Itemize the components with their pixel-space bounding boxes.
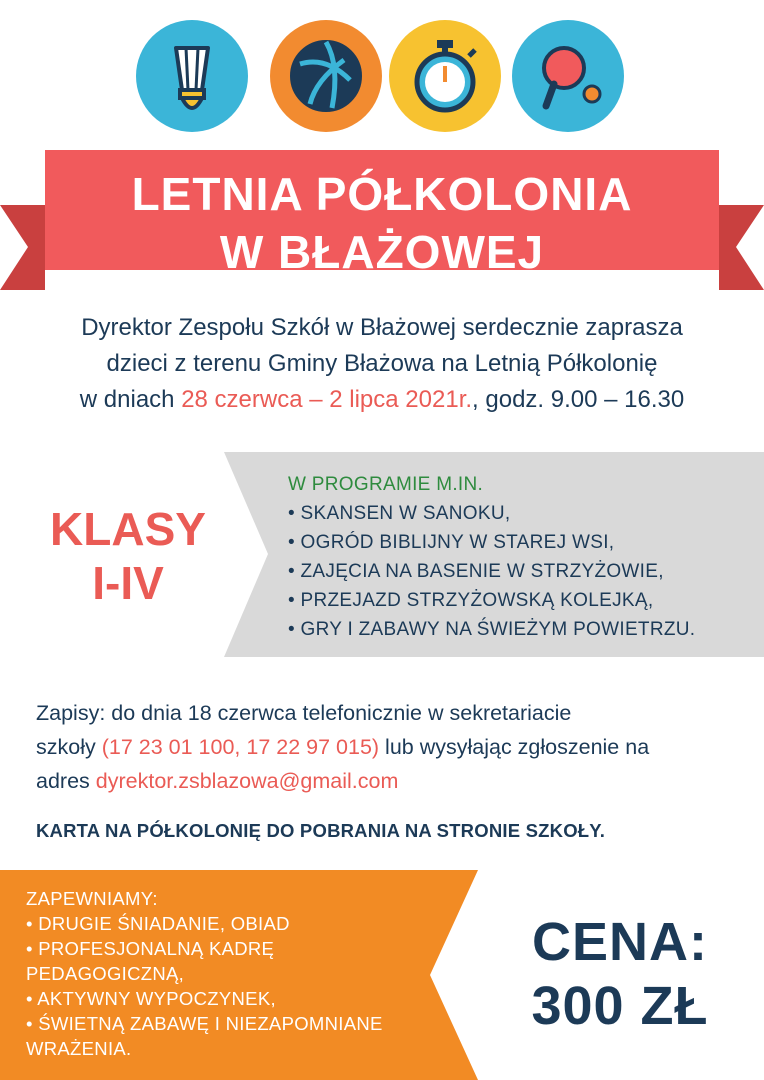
intro-line-1: Dyrektor Zespołu Szkół w Błażowej serdecznie zaprasza bbox=[81, 314, 683, 341]
price bbox=[490, 910, 750, 1038]
grades-label bbox=[28, 502, 228, 610]
benefit-item: • DRUGIE ŚNIADANIE, OBIAD bbox=[26, 911, 456, 936]
program-item: • GRY I ZABAWY NA ŚWIEŻYM POWIETRZU. bbox=[288, 615, 695, 644]
program-heading: W PROGRAMIE M.IN. bbox=[288, 474, 484, 495]
registration-line-1: Zapisy: do dnia 18 czerwca telefonicznie w sekretariacie bbox=[36, 701, 572, 725]
benefits-heading: ZAPEWNIAMY: bbox=[26, 888, 158, 909]
grades-line-2: I-IV bbox=[92, 557, 164, 609]
shuttlecock-icon bbox=[136, 20, 248, 132]
form-download-note: KARTA NA PÓŁKOLONIĘ DO POBRANIA NA STRONIE SZKOŁY. bbox=[36, 820, 606, 841]
program-item: • SKANSEN W SANOKU, bbox=[288, 499, 695, 528]
benefit-item: • AKTYWNY WYPOCZYNEK, bbox=[26, 986, 456, 1011]
stopwatch-icon bbox=[389, 20, 501, 132]
intro-line-3 bbox=[20, 382, 744, 418]
title-line-1: LETNIA PÓŁKOLONIA bbox=[131, 168, 633, 220]
program-item: • OGRÓD BIBLIJNY W STAREJ WSI, bbox=[288, 528, 695, 557]
intro-line-3-prefix: w dniach bbox=[79, 386, 182, 413]
ping-pong-paddle-icon bbox=[512, 20, 624, 132]
email-link[interactable]: dyrektor.zsblazowa@gmail.com bbox=[95, 769, 399, 793]
program-list bbox=[288, 470, 695, 644]
registration-line-2 bbox=[36, 730, 744, 764]
registration-prefix: szkoły bbox=[36, 735, 102, 759]
registration-info bbox=[36, 696, 744, 798]
intro-text bbox=[20, 310, 744, 418]
intro-line-3-suffix: , godz. 9.00 – 16.30 bbox=[472, 386, 685, 413]
title-line-2: W BŁAŻOWEJ bbox=[219, 226, 545, 278]
program-item: • PRZEJAZD STRZYŻOWSKĄ KOLEJKĄ, bbox=[288, 586, 695, 615]
price-value: 300 ZŁ bbox=[531, 976, 709, 1036]
price-label: CENA: bbox=[532, 912, 708, 972]
event-dates: 28 czerwca – 2 lipca 2021r. bbox=[181, 386, 473, 413]
intro-line-2: dzieci z terenu Gminy Błażowa na Letnią Półkolonię bbox=[106, 350, 658, 377]
phone-numbers[interactable]: (17 23 01 100, 17 22 97 015) bbox=[101, 735, 380, 759]
registration-line-3 bbox=[36, 764, 744, 798]
page-title bbox=[0, 165, 764, 281]
grades-line-1: KLASY bbox=[50, 503, 206, 555]
benefit-item: • ŚWIETNĄ ZABAWĘ I NIEZAPOMNIANE WRAŻENIA. bbox=[26, 1011, 446, 1061]
benefit-item: • PROFESJONALNĄ KADRĘ PEDAGOGICZNĄ, bbox=[26, 936, 326, 986]
registration-suffix: lub wysyłając zgłoszenie na bbox=[379, 735, 650, 759]
volleyball-icon bbox=[270, 20, 382, 132]
address-prefix: adres bbox=[36, 769, 96, 793]
benefits-list bbox=[26, 886, 456, 1061]
program-item: • ZAJĘCIA NA BASENIE W STRZYŻOWIE, bbox=[288, 557, 695, 586]
